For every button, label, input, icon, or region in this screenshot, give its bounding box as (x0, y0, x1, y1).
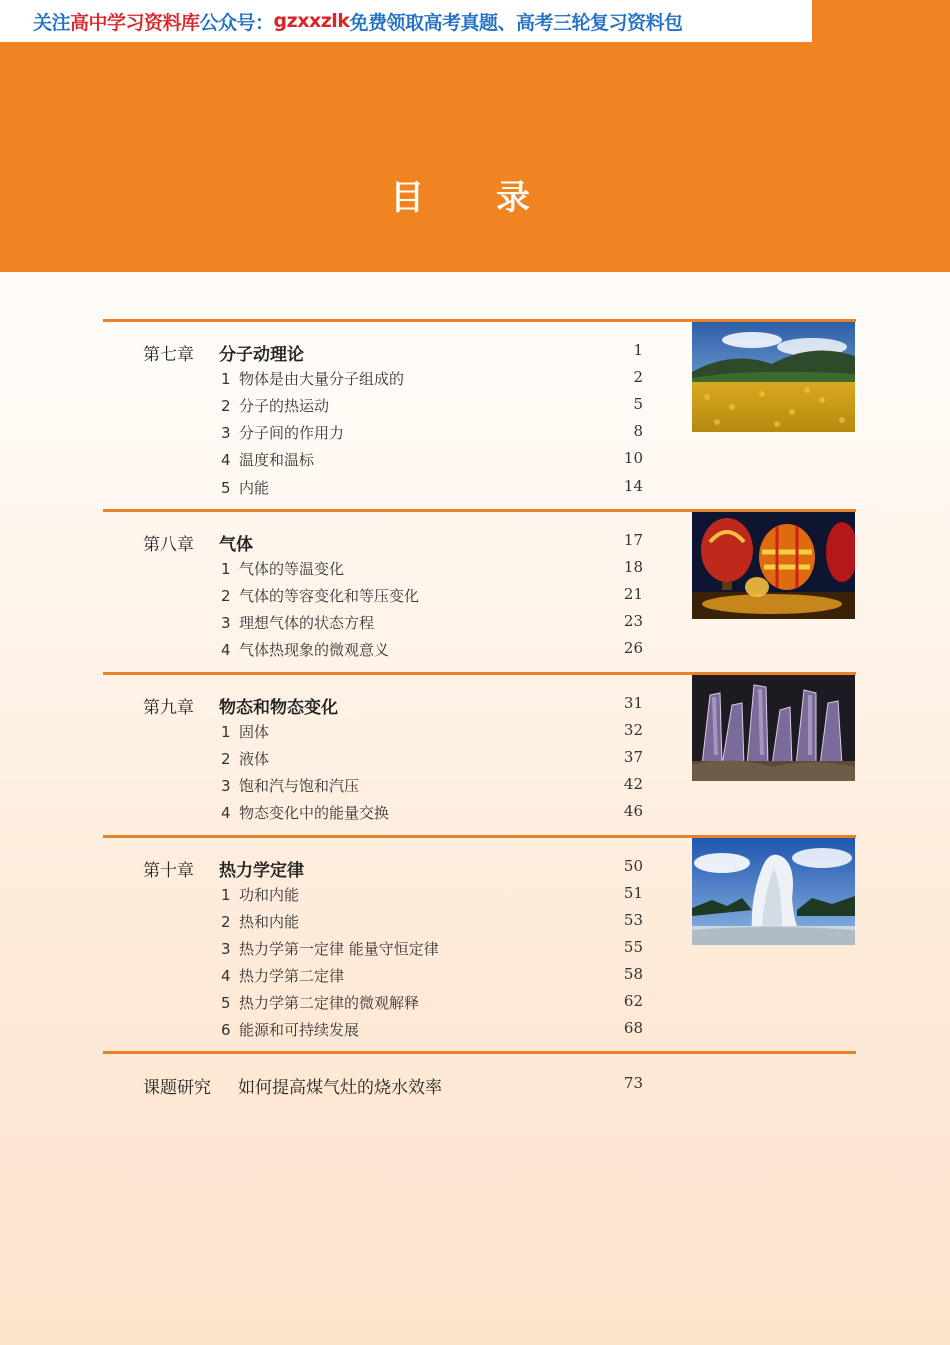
section-page: 37 (623, 748, 643, 766)
banner-text-5: 免费领取高考真题、高考三轮复习资料包 (349, 11, 683, 34)
banner-text-4: gzxxzlk (273, 10, 350, 32)
banner-text-3: 公众号： (199, 11, 274, 34)
section-entry[interactable]: 3 热力学第一定律 能量守恒定律 (221, 940, 439, 958)
section-entry[interactable]: 5 热力学第二定律的微观解释 (221, 994, 420, 1012)
section-entry[interactable]: 2 气体的等容变化和等压变化 (221, 587, 420, 605)
section-entry[interactable]: 5 内能 (221, 479, 270, 497)
section-page: 32 (623, 721, 643, 739)
section-entry[interactable]: 2 液体 (221, 750, 270, 768)
section-page: 5 (633, 395, 643, 413)
section-entry[interactable]: 1 气体的等温变化 (221, 560, 345, 578)
chapter-title: 气体 (219, 535, 253, 555)
chapter-page: 31 (623, 694, 643, 712)
project-label: 课题研究 (143, 1078, 211, 1098)
section-page: 62 (623, 992, 643, 1010)
section-page: 14 (623, 477, 643, 495)
section-entry[interactable]: 6 能源和可持续发展 (221, 1021, 360, 1039)
chapter-title: 分子动理论 (219, 345, 304, 365)
section-entry[interactable]: 4 物态变化中的能量交换 (221, 804, 390, 822)
page-title: 目 录 (390, 178, 560, 218)
section-entry[interactable]: 2 分子的热运动 (221, 397, 330, 415)
section-page: 51 (623, 884, 643, 902)
crystals-icon (692, 675, 855, 781)
section-entry[interactable]: 3 理想气体的状态方程 (221, 614, 375, 632)
chapter-heading[interactable] (143, 693, 338, 718)
section-entry[interactable]: 1 功和内能 (221, 886, 300, 904)
section-page: 42 (623, 775, 643, 793)
project-page: 73 (623, 1074, 643, 1092)
section-entry[interactable]: 4 热力学第二定律 (221, 967, 345, 985)
chapter-heading[interactable] (143, 856, 304, 881)
section-page: 53 (623, 911, 643, 929)
section-page: 2 (633, 368, 643, 386)
chapter-heading[interactable] (143, 340, 304, 365)
promo-banner (0, 0, 812, 42)
section-entry[interactable]: 1 物体是由大量分子组成的 (221, 370, 405, 388)
chapter-heading[interactable] (143, 530, 253, 555)
project-title: 如何提高煤气灶的烧水效率 (238, 1078, 442, 1098)
sunflower-field-icon (692, 322, 855, 432)
chapter-page: 50 (623, 857, 643, 875)
section-entry[interactable]: 3 分子间的作用力 (221, 424, 345, 442)
section-page: 10 (623, 449, 643, 467)
chapter-number: 第八章 (143, 535, 194, 555)
chapter-page: 1 (633, 341, 643, 359)
section-entry[interactable]: 4 气体热现象的微观意义 (221, 641, 390, 659)
section-entry[interactable]: 4 温度和温标 (221, 451, 315, 469)
section-page: 18 (623, 558, 643, 576)
header-corner-fill (812, 0, 950, 42)
section-entry[interactable]: 1 固体 (221, 723, 270, 741)
chapter-number: 第七章 (143, 345, 194, 365)
geyser-icon (692, 838, 855, 945)
section-entry[interactable]: 2 热和内能 (221, 913, 300, 931)
chapter-number: 第十章 (143, 861, 194, 881)
section-page: 68 (623, 1019, 643, 1037)
chapter-title: 物态和物态变化 (219, 698, 338, 718)
project-heading[interactable] (143, 1073, 442, 1098)
section-page: 26 (623, 639, 643, 657)
section-page: 23 (623, 612, 643, 630)
chapter-page: 17 (623, 531, 643, 549)
section-page: 55 (623, 938, 643, 956)
chapter-number: 第九章 (143, 698, 194, 718)
banner-text-2: 高中学习资料库 (70, 11, 200, 34)
section-entry[interactable]: 3 饱和汽与饱和汽压 (221, 777, 360, 795)
section-page: 8 (633, 422, 643, 440)
section-page: 58 (623, 965, 643, 983)
header-bar (0, 42, 950, 272)
hot-air-balloons-icon (692, 512, 855, 619)
section-page: 21 (623, 585, 643, 603)
banner-text-1: 关注 (33, 11, 71, 34)
chapter-divider (103, 1051, 856, 1054)
section-page: 46 (623, 802, 643, 820)
chapter-title: 热力学定律 (219, 861, 304, 881)
